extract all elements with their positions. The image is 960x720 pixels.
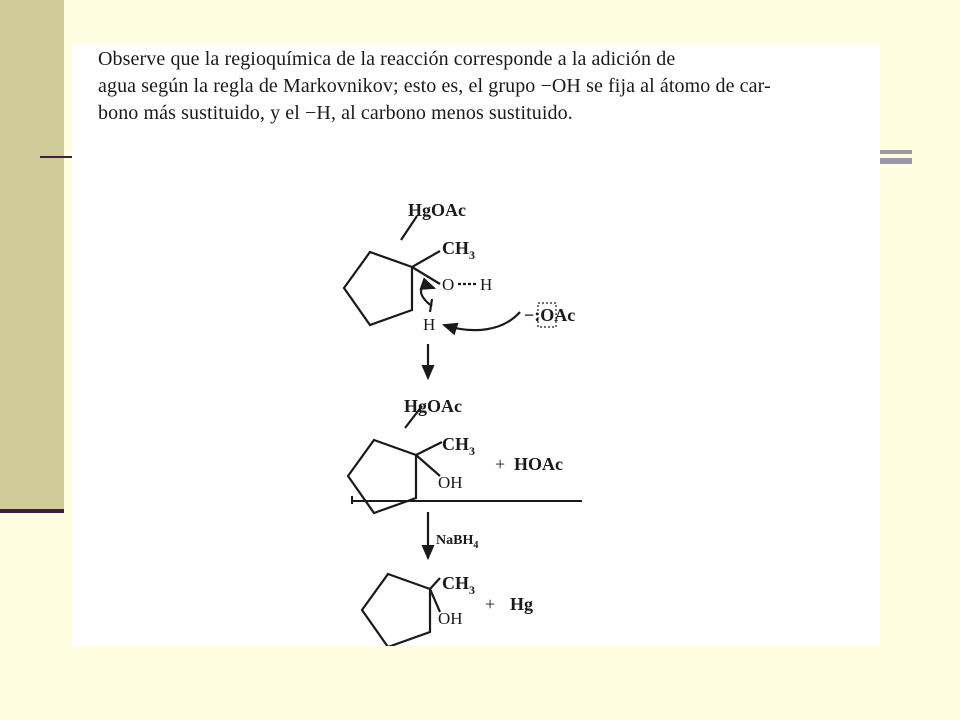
bond-h-1: [430, 299, 432, 312]
bond-oh-2: [416, 455, 440, 476]
sidebar-panel: [0, 0, 64, 512]
hg-label: Hg: [510, 594, 534, 614]
intro-line: bono más sustituido, y el −H, al carbono menos sustituido.: [98, 102, 573, 124]
oxygen-label-1: O: [442, 275, 455, 294]
intro-line: agua según la regla de Markovnikov; esto es, el grupo −OH se fija al átomo de car-: [98, 75, 771, 97]
reagent-label: [436, 533, 478, 551]
hgoac-label-2: HgOAc: [404, 396, 462, 416]
bond-ch3-1: [412, 251, 440, 267]
hoac-label: HOAc: [514, 454, 563, 474]
methyl-text-1: CH: [442, 238, 469, 258]
base-acetyl: Ac: [554, 305, 576, 325]
proton-label-1: H: [423, 315, 436, 334]
reagent-subscript: 4: [473, 540, 479, 551]
sidebar-divider: [0, 509, 64, 513]
hydroxyl-label-2: OH: [438, 473, 463, 492]
reaction-scheme: [72, 44, 880, 646]
cyclopentane-ring-1: [344, 252, 412, 325]
methyl-subscript-3: 3: [469, 583, 475, 597]
methyl-label-1: [442, 238, 475, 262]
base-oxygen: O: [540, 305, 555, 325]
title-rule-right: [880, 150, 912, 166]
cyclopentane-ring-3: [362, 574, 430, 646]
hgoac-label-1: HgOAc: [408, 200, 466, 220]
bond-o-1: [412, 267, 440, 284]
methyl-subscript-2: 3: [469, 444, 475, 458]
methyl-text-2: CH: [442, 434, 469, 454]
oxygen-h-label-1: H: [480, 275, 493, 294]
hydroxyl-label-3: OH: [438, 609, 463, 628]
bond-ch3-2: [416, 442, 442, 455]
base-charge: −:: [524, 305, 541, 325]
reagent-text: NaBH: [436, 533, 474, 548]
slide-image: [72, 44, 880, 646]
methyl-text-3: CH: [442, 573, 469, 593]
curved-arrow-base: [444, 312, 520, 330]
title-rule-left: [40, 156, 72, 158]
plus-sign-2: +: [495, 454, 506, 474]
cyclopentane-ring-2: [348, 440, 416, 513]
plus-sign-3: +: [485, 594, 496, 614]
methyl-subscript-1: 3: [469, 248, 475, 262]
methyl-label-3: [442, 573, 475, 597]
methyl-label-2: [442, 434, 475, 458]
intro-line: Observe que la regioquímica de la reacción corresponde a la adición de: [98, 48, 676, 70]
bond-ch3-3: [430, 578, 440, 589]
acetate-base-label: [524, 305, 575, 325]
